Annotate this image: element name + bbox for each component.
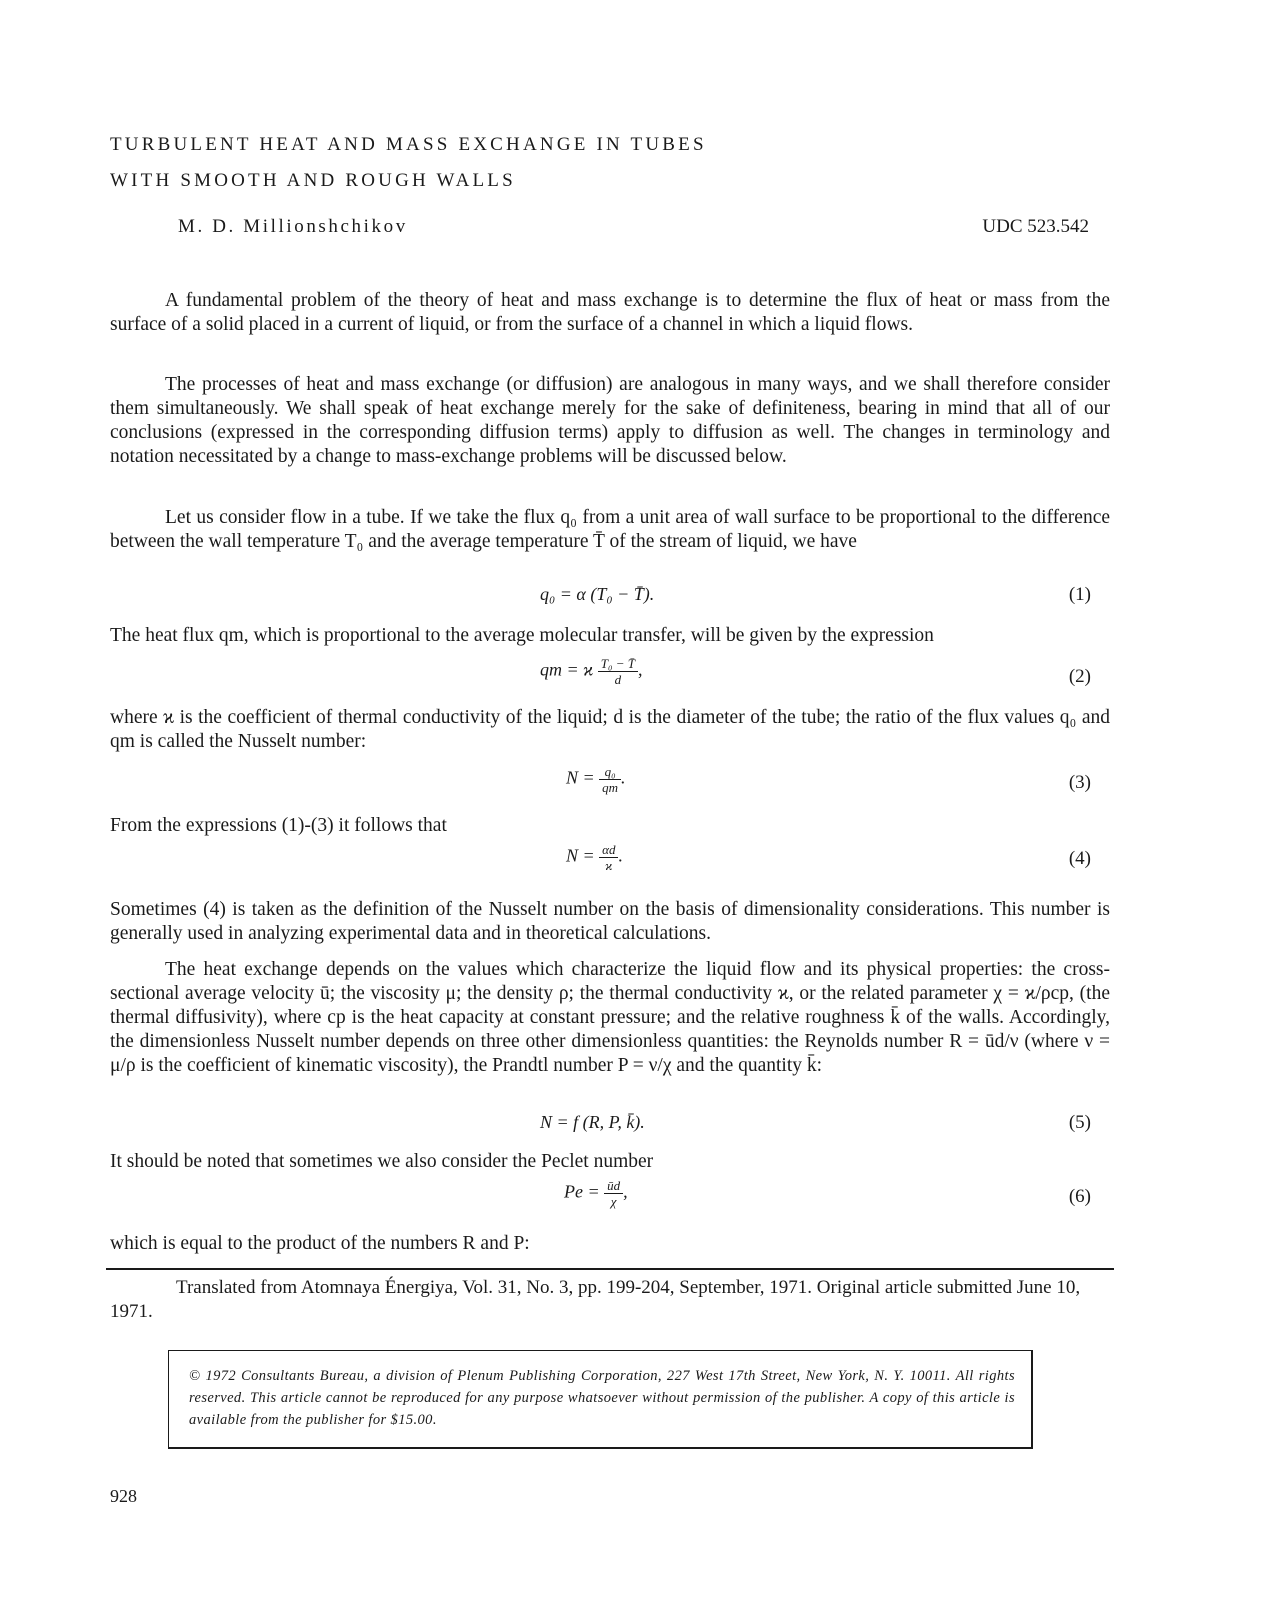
equation-2 [540, 656, 643, 687]
equation-4-denominator: ϰ [605, 858, 613, 873]
paragraph-9: It should be noted that sometimes we also consider the Peclet number [110, 1151, 654, 1172]
equation-4-tail: . [618, 845, 623, 866]
equation-2-numerator: T₀ − T̄ [598, 656, 638, 672]
equation-3 [566, 764, 626, 795]
paragraph-10: which is equal to the product of the numbers R and P: [110, 1233, 530, 1254]
equation-4-lhs: N = [566, 845, 595, 866]
paragraph-8: The heat exchange depends on the values which characterize the liquid flow and its physical properties: the cross-sectional average velocity ū; the viscosity μ; the density ρ; the thermal conductivity ϰ, or the related parameter χ = ϰ/ρcp, (the thermal diffusivity), where cp is the heat capacity at constant pressure; and the relative roughness k̄ of the walls. Accordingly, the dimensionless Nusselt number depends on three other dimensionless quantities: the Reynolds number R = ūd/ν (where ν = μ/ρ is the coefficient of kinematic viscosity), the Prandtl number P = ν/χ and the quantity k̄: [110, 959, 1110, 1076]
equation-5-number: (5) [1068, 1112, 1091, 1133]
equation-4-fraction [599, 842, 618, 873]
equation-1-number: (1) [1068, 584, 1091, 605]
page-number: 928 [110, 1486, 137, 1506]
equation-3-number: (3) [1068, 772, 1091, 793]
equation-3-denominator: qm [602, 780, 619, 795]
equation-1: q₀ = α (T₀ − T̄). [540, 584, 655, 604]
equation-2-fraction [598, 656, 638, 687]
equation-6-tail: , [623, 1181, 628, 1202]
equation-6-numerator: ūd [604, 1178, 623, 1194]
udc-code: UDC 523.542 [982, 216, 1089, 237]
equation-6-number: (6) [1068, 1186, 1091, 1207]
equation-6 [564, 1178, 628, 1209]
equation-2-lhs: qm = ϰ [540, 659, 594, 680]
equation-3-numerator: q₀ [599, 764, 621, 780]
copyright-notice: © 1972 Consultants Bureau, a division of Plenum Publishing Corporation, 227 West 17th Street, New York, N. Y. 10011. All rights reserved. This article cannot be reproduced for any purpose whatsoever without permission of the publisher. A copy of this article is available from the publisher for $15.00. [189, 1368, 1015, 1428]
title-line-2: WITH SMOOTH AND ROUGH WALLS [110, 170, 516, 191]
equation-2-tail: , [638, 659, 643, 680]
equation-5: N = f (R, P, k̄). [540, 1112, 645, 1132]
equation-4-number: (4) [1068, 848, 1091, 869]
paragraph-5: where ϰ is the coefficient of thermal conductivity of the liquid; d is the diameter of the tube; the ratio of the flux values q₀ and qm is called the Nusselt number: [110, 707, 1110, 752]
equation-2-denominator: d [614, 672, 622, 687]
paragraph-1: A fundamental problem of the theory of heat and mass exchange is to determine the flux of heat or mass from the surface of a solid placed in a current of liquid, or from the surface of a channel in which a liquid flows. [110, 290, 1110, 335]
equation-3-tail: . [621, 767, 626, 788]
author: M. D. Millionshchikov [178, 216, 408, 237]
translation-footnote: Translated from Atomnaya Énergiya, Vol. 31, No. 3, pp. 199-204, September, 1971. Original article submitted June 10, 1971. [110, 1277, 1081, 1322]
equation-6-fraction [604, 1178, 623, 1209]
paragraph-3: Let us consider flow in a tube. If we take the flux q₀ from a unit area of wall surface to be proportional to the difference between the wall temperature T₀ and the average temperature T̄ of the stream of liquid, we have [110, 507, 1110, 552]
equation-3-lhs: N = [566, 767, 595, 788]
title-line-1: TURBULENT HEAT AND MASS EXCHANGE IN TUBES [110, 134, 707, 155]
footnote-divider [106, 1268, 1114, 1270]
copyright-box [168, 1350, 1033, 1449]
equation-6-denominator: χ [610, 1194, 617, 1209]
equation-2-number: (2) [1068, 666, 1091, 687]
paragraph-4: The heat flux qm, which is proportional to the average molecular transfer, will be given by the expression [110, 625, 934, 646]
equation-4 [566, 842, 623, 873]
paragraph-6: From the expressions (1)-(3) it follows that [110, 815, 447, 836]
paragraph-7: Sometimes (4) is taken as the definition of the Nusselt number on the basis of dimensionality considerations. This number is generally used in analyzing experimental data and in theoretical calculations. [110, 899, 1110, 944]
equation-3-fraction [599, 764, 621, 795]
paragraph-2: The processes of heat and mass exchange (or diffusion) are analogous in many ways, and we shall therefore consider them simultaneously. We shall speak of heat exchange merely for the sake of definiteness, bearing in mind that all of our conclusions (expressed in the corresponding diffusion terms) apply to diffusion as well. The changes in terminology and notation necessitated by a change to mass-exchange problems will be discussed below. [110, 374, 1110, 467]
equation-4-numerator: αd [599, 842, 618, 858]
equation-6-lhs: Pe = [564, 1181, 600, 1202]
